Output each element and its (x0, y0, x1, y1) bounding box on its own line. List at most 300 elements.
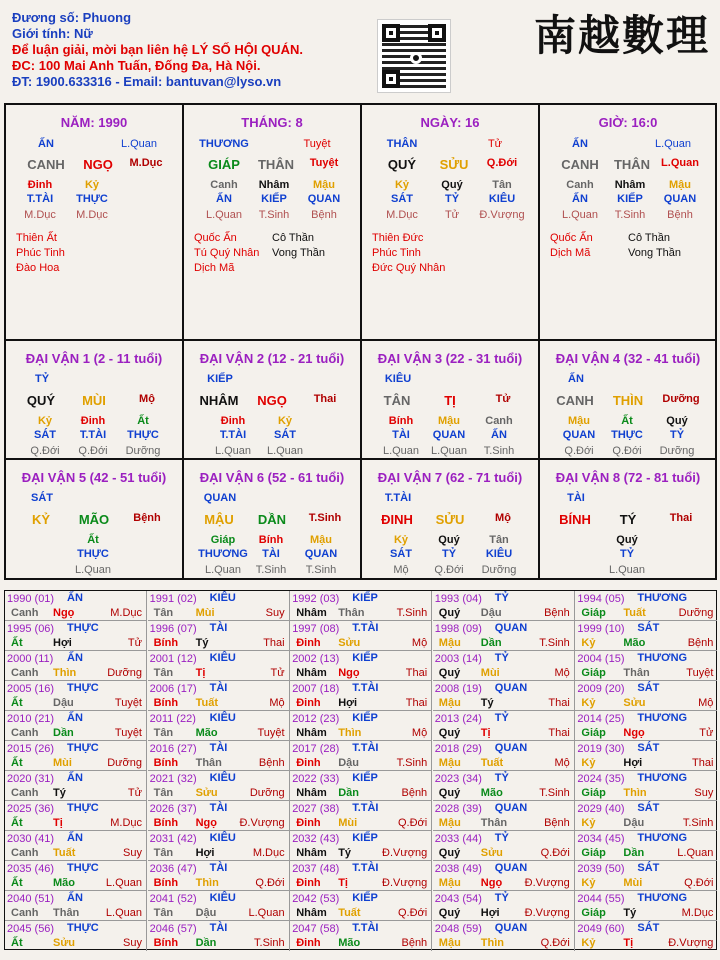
dai-van-hidden-stage: Q.Đới (612, 445, 642, 457)
year-cell[interactable] (575, 681, 717, 711)
dai-van-hidden-stem: Ất (621, 415, 633, 427)
special-star: Phúc Tinh (372, 247, 421, 259)
special-star: Thiên Ất (16, 232, 57, 244)
dai-van-stem: KỶ (31, 512, 51, 527)
year-ten-god: TỶ (494, 892, 509, 904)
hidden-stem: Mậu (313, 179, 335, 191)
branch-ten-god-status: L.Quan (120, 138, 158, 150)
dai-van-4 (540, 341, 716, 460)
year-stem: Giáp (581, 907, 606, 919)
year-cell[interactable] (148, 741, 290, 771)
year-branch: Mùi (480, 667, 500, 679)
special-star: Vong Thần (628, 247, 682, 259)
year-branch: Tuất (195, 697, 218, 709)
dai-van-hidden-stem: Bính (388, 415, 414, 427)
dai-van-3 (362, 341, 540, 460)
year-ten-god: QUAN (494, 622, 528, 634)
dai-van-hidden-stage: L.Quan (382, 445, 420, 457)
year-cell[interactable] (575, 891, 717, 921)
dai-van-1 (6, 341, 184, 460)
year-life-stage: Mộ (269, 697, 285, 709)
year-stem: Canh (11, 607, 39, 619)
year-cell[interactable] (433, 891, 575, 921)
year-life-stage: M.Dục (110, 607, 142, 619)
earthly-branch: THÂN (613, 157, 651, 172)
year-cell[interactable] (433, 711, 575, 741)
year-life-stage: Bệnh (401, 787, 428, 799)
year-stem: Đinh (296, 637, 321, 649)
year-ten-god: KIẾP (352, 892, 378, 904)
dai-van-ten-god: TỶ (34, 373, 50, 385)
hidden-ten-god: QUAN (307, 193, 341, 205)
year-stem: Bính (153, 817, 179, 829)
year-life-stage: Dưỡng (107, 667, 142, 679)
stem-ten-god: THƯƠNG (199, 138, 249, 150)
hidden-stem: Quý (441, 179, 463, 191)
dai-van-ten-god: ẤN (568, 373, 584, 385)
year-branch: Hợi (480, 907, 500, 919)
hidden-life-stage: M.Dục (76, 209, 108, 221)
dai-van-hidden-stem: Quý (616, 534, 638, 546)
year-label: 2005 (16) (7, 683, 55, 695)
year-life-stage: T.Sinh (682, 817, 714, 829)
year-label: 2043 (54) (434, 893, 482, 905)
year-branch: Mùi (623, 877, 643, 889)
hidden-life-stage: M.Dục (24, 209, 56, 221)
year-branch: Dần (338, 787, 359, 799)
year-cell[interactable] (433, 801, 575, 831)
year-stem: Kỷ (581, 877, 596, 889)
heavenly-stem: GIÁP (208, 157, 240, 172)
year-ten-god: THƯƠNG (637, 712, 688, 724)
year-cell[interactable] (148, 771, 290, 801)
dai-van-life-stage: Mộ (139, 393, 155, 405)
year-label: 2031 (42) (149, 833, 197, 845)
dai-van-hidden-stage: L.Quan (266, 445, 304, 457)
year-life-stage: Suy (123, 847, 142, 859)
dai-van-stem: MẬU (204, 512, 234, 527)
year-stem: Nhâm (296, 667, 327, 679)
year-ten-god: QUAN (494, 742, 528, 754)
year-cell[interactable] (290, 711, 432, 741)
year-branch: Thân (53, 907, 80, 919)
year-cell[interactable] (575, 801, 717, 831)
year-cell[interactable] (5, 681, 147, 711)
dai-van-hidden-ten-god: THƯƠNG (198, 548, 248, 560)
dai-van-title: ĐẠI VẬN 3 (22 - 31 tuổi) (377, 351, 523, 366)
dai-van-8 (540, 460, 716, 579)
year-ten-god: TÀI (209, 862, 228, 874)
earthly-branch: THÂN (257, 157, 295, 172)
branch-life-stage: Q.Đới (486, 157, 518, 169)
special-star: Phúc Tinh (16, 247, 65, 259)
year-branch: Tị (53, 817, 63, 829)
year-cell[interactable] (5, 801, 147, 831)
year-label: 1996 (07) (149, 623, 197, 635)
year-ten-god: THỰC (67, 802, 99, 814)
year-stem: Quý (438, 847, 461, 859)
hidden-ten-god: TỶ (444, 193, 460, 205)
dai-van-hidden-stem: Quý (438, 534, 460, 546)
year-label: 2028 (39) (434, 803, 482, 815)
dai-van-hidden-stem: Tân (489, 534, 509, 546)
year-branch: Ngọ (623, 727, 645, 739)
year-life-stage: T.Sinh (539, 787, 570, 799)
year-label: 1995 (06) (7, 623, 55, 635)
year-ten-god: T.TÀI (352, 862, 379, 874)
year-cell[interactable] (290, 741, 432, 771)
year-cell[interactable] (433, 921, 575, 951)
dai-van-hidden-ten-god: TỶ (669, 429, 685, 441)
hidden-life-stage: M.Dục (386, 209, 418, 221)
earthly-branch: NGỌ (83, 157, 113, 172)
year-cell[interactable] (290, 591, 432, 621)
year-label: 2001 (12) (149, 653, 197, 665)
year-life-stage: Dưỡng (678, 607, 714, 619)
year-stem: Bính (153, 637, 179, 649)
year-cell[interactable] (5, 891, 147, 921)
year-ten-god: TỶ (494, 832, 509, 844)
dai-van-2 (184, 341, 362, 460)
dai-van-7 (362, 460, 540, 579)
year-ten-god: THƯƠNG (637, 892, 688, 904)
year-ten-god: SÁT (637, 682, 660, 694)
year-label: 2021 (32) (149, 773, 197, 785)
year-stem: Mậu (438, 937, 461, 949)
branch-life-stage: Tuyệt (309, 157, 339, 169)
year-stem: Tân (153, 907, 174, 919)
special-star: Quốc Ấn (550, 232, 593, 244)
year-branch: Tị (480, 727, 491, 739)
dai-van-hidden-stem: Mậu (438, 415, 460, 427)
dai-van-hidden-ten-god: QUAN (432, 429, 466, 441)
year-stem: Tân (153, 607, 174, 619)
hidden-stem: Kỷ (394, 179, 410, 191)
dai-van-title: ĐẠI VẬN 4 (32 - 41 tuổi) (555, 351, 701, 366)
year-cell[interactable] (5, 591, 147, 621)
year-cell[interactable] (575, 741, 717, 771)
year-cell[interactable] (575, 651, 717, 681)
year-ten-god: SÁT (637, 802, 660, 814)
year-cell[interactable] (290, 861, 432, 891)
pillar-3 (362, 105, 540, 341)
dai-van-ten-god: KIẾP (207, 373, 233, 385)
year-label: 2032 (43) (292, 833, 340, 845)
year-stem: Canh (11, 727, 39, 739)
dai-van-hidden-stage: L.Quan (74, 564, 112, 576)
year-life-stage: Thai (691, 757, 714, 769)
year-stem: Nhâm (296, 787, 327, 799)
pillar-title: NĂM: 1990 (60, 115, 128, 130)
year-stem: Ất (11, 937, 23, 949)
header-info (12, 10, 303, 90)
year-cell[interactable] (148, 651, 290, 681)
year-cell[interactable] (575, 861, 717, 891)
stem-ten-god: ẤN (38, 138, 54, 150)
hidden-ten-god: T.TÀI (26, 193, 54, 205)
year-ten-god: T.TÀI (352, 742, 379, 754)
year-label: 2047 (58) (292, 923, 340, 935)
year-life-stage: Tuyệt (114, 727, 142, 739)
year-label: 2002 (13) (292, 653, 340, 665)
dai-van-hidden-stem: Mậu (568, 415, 590, 427)
year-cell[interactable] (148, 621, 290, 651)
year-stem: Kỷ (581, 637, 596, 649)
year-cell[interactable] (5, 921, 147, 951)
year-cell[interactable] (433, 591, 575, 621)
year-ten-god: ẤN (67, 592, 83, 604)
hidden-life-stage: Đ.Vượng (479, 209, 525, 221)
year-ten-god: QUAN (494, 862, 528, 874)
year-cell[interactable] (575, 591, 717, 621)
year-branch: Hợi (53, 637, 72, 649)
year-label: 2042 (53) (292, 893, 340, 905)
duong-so: Đương số: Phuong (12, 10, 132, 25)
year-cell[interactable] (290, 891, 432, 921)
year-branch: Hợi (623, 757, 643, 769)
year-cell[interactable] (433, 741, 575, 771)
year-cell[interactable] (148, 711, 290, 741)
year-label: 2035 (46) (7, 863, 55, 875)
year-branch: Tuất (53, 847, 76, 859)
year-cell[interactable] (5, 771, 147, 801)
dai-van-hidden-stage: L.Quan (608, 564, 646, 576)
year-branch: Ngọ (195, 817, 217, 829)
year-life-stage: Q.Đới (397, 817, 428, 829)
year-cell[interactable] (290, 621, 432, 651)
year-cell[interactable] (148, 801, 290, 831)
pillar-2 (184, 105, 362, 341)
year-branch: Tý (480, 697, 494, 709)
year-label: 2044 (55) (577, 893, 625, 905)
year-stem: Mậu (438, 637, 461, 649)
year-stem: Đinh (296, 817, 321, 829)
special-stars-left (194, 231, 259, 276)
hidden-life-stage: T.Sinh (614, 209, 646, 221)
year-branch: Thân (338, 607, 365, 619)
dai-van-hidden-stage: T.Sinh (483, 445, 515, 457)
year-ten-god: KIÊU (209, 592, 236, 604)
earthly-branch: SỬU (439, 157, 469, 172)
year-cell[interactable] (433, 831, 575, 861)
year-stem: Bính (153, 697, 179, 709)
year-stem: Nhâm (296, 607, 327, 619)
year-cell[interactable] (290, 831, 432, 861)
year-ten-god: KIÊU (209, 652, 236, 664)
pillar-title: GIỜ: 16:0 (598, 115, 658, 130)
year-cell[interactable] (575, 921, 717, 951)
year-branch: Thân (195, 757, 222, 769)
year-cell[interactable] (5, 621, 147, 651)
dai-van-hidden-ten-god: THỰC (77, 548, 109, 560)
dai-van-life-stage: Bệnh (133, 512, 161, 524)
dai-van-hidden-ten-god: KIÊU (485, 548, 513, 560)
year-cell[interactable] (575, 771, 717, 801)
year-label: 2036 (47) (149, 863, 197, 875)
hidden-life-stage: T.Sinh (258, 209, 290, 221)
year-branch: Ngọ (53, 607, 75, 619)
year-branch: Thìn (195, 877, 219, 889)
year-label: 2004 (15) (577, 653, 625, 665)
year-stem: Ất (11, 877, 23, 889)
year-life-stage: Thai (405, 697, 428, 709)
year-ten-god: TỶ (494, 712, 509, 724)
year-label: 2013 (24) (434, 713, 482, 725)
hidden-life-stage: L.Quan (205, 209, 243, 221)
year-stem: Giáp (581, 727, 606, 739)
year-life-stage: M.Dục (110, 817, 142, 829)
dai-van-hidden-stage: Dưỡng (481, 564, 517, 576)
dai-van-hidden-stage: Dưỡng (659, 445, 695, 457)
address-line: ĐC: 100 Mai Anh Tuấn, Đống Đa, Hà Nội. (12, 58, 261, 73)
dai-van-branch: DẦN (257, 512, 287, 527)
year-cell[interactable] (148, 591, 290, 621)
dai-van-hidden-ten-god: SÁT (34, 429, 56, 441)
dai-van-branch: NGỌ (257, 393, 287, 408)
dai-van-life-stage: Dưỡng (662, 393, 700, 405)
year-ten-god: SÁT (637, 742, 660, 754)
year-cell[interactable] (433, 651, 575, 681)
year-cell[interactable] (148, 831, 290, 861)
year-stem: Canh (11, 787, 39, 799)
year-stem: Ất (11, 817, 23, 829)
year-stem: Quý (438, 907, 461, 919)
year-cell[interactable] (575, 621, 717, 651)
year-branch: Hợi (338, 697, 358, 709)
hidden-ten-god: SÁT (391, 193, 413, 205)
year-stem: Đinh (296, 697, 321, 709)
four-pillars-grid (4, 103, 717, 580)
year-branch: Tị (195, 667, 206, 679)
year-ten-god: QUAN (494, 922, 528, 934)
year-branch: Dần (53, 727, 74, 739)
year-branch: Tý (623, 907, 637, 919)
year-branch: Sửu (53, 937, 76, 949)
year-stem: Giáp (581, 667, 606, 679)
year-cell[interactable] (433, 681, 575, 711)
hidden-stem: Nhâm (258, 179, 290, 191)
dai-van-hidden-stage: L.Quan (430, 445, 468, 457)
year-cell[interactable] (5, 741, 147, 771)
year-branch: Mão (53, 877, 75, 889)
year-branch: Dậu (53, 697, 74, 709)
year-ten-god: TỶ (494, 652, 509, 664)
year-cell[interactable] (5, 831, 147, 861)
special-stars-right (272, 231, 325, 261)
dai-van-branch: MÃO (78, 512, 110, 527)
year-life-stage: Q.Đới (684, 877, 714, 889)
year-cell[interactable] (290, 681, 432, 711)
year-label: 2046 (57) (149, 923, 197, 935)
year-cell[interactable] (433, 861, 575, 891)
dai-van-stem: NHÂM (199, 393, 239, 408)
year-life-stage: Tuyệt (114, 697, 142, 709)
year-ten-god: THỰC (67, 742, 99, 754)
special-stars-left (550, 231, 593, 261)
year-cell[interactable] (290, 771, 432, 801)
year-stem: Ất (11, 757, 23, 769)
annual-luck-table (4, 590, 717, 950)
year-stem: Đinh (296, 937, 321, 949)
year-cell[interactable] (5, 861, 147, 891)
year-label: 2029 (40) (577, 803, 625, 815)
year-life-stage: Bệnh (401, 937, 428, 949)
year-label: 1999 (10) (577, 623, 625, 635)
year-stem: Bính (153, 877, 179, 889)
year-ten-god: TÀI (209, 742, 228, 754)
hidden-ten-god: KIÊU (488, 193, 516, 205)
year-stem: Ất (11, 637, 23, 649)
year-cell[interactable] (290, 921, 432, 951)
year-stem: Quý (438, 667, 461, 679)
dai-van-hidden-stem: Mậu (310, 534, 332, 546)
year-life-stage: L.Quan (105, 907, 142, 919)
year-life-stage: Tử (127, 637, 142, 649)
year-cell[interactable] (575, 711, 717, 741)
year-label: 2019 (30) (577, 743, 625, 755)
year-branch: Ngọ (480, 877, 503, 889)
dai-van-branch: TỊ (444, 393, 456, 408)
year-ten-god: ẤN (67, 892, 83, 904)
year-label: 2023 (34) (434, 773, 482, 785)
dai-van-hidden-stage: L.Quan (214, 445, 252, 457)
year-cell[interactable] (148, 921, 290, 951)
year-label: 2011 (22) (149, 713, 196, 725)
hidden-ten-god: KIẾP (261, 193, 287, 205)
year-cell[interactable] (148, 861, 290, 891)
year-stem: Canh (11, 907, 39, 919)
year-label: 2025 (36) (7, 803, 55, 815)
dai-van-stem: CANH (556, 393, 594, 408)
dai-van-hidden-stage: Q.Đới (30, 445, 60, 457)
dai-van-life-stage: Tử (495, 393, 511, 405)
hidden-life-stage: Tử (444, 209, 460, 221)
year-branch: Tý (338, 847, 352, 859)
year-label: 2006 (17) (149, 683, 197, 695)
year-stem: Giáp (581, 787, 606, 799)
year-cell[interactable] (290, 801, 432, 831)
year-cell[interactable] (5, 711, 147, 741)
year-label: 2007 (18) (292, 683, 340, 695)
dai-van-title: ĐẠI VẬN 5 (42 - 51 tuổi) (21, 470, 167, 485)
year-cell[interactable] (433, 771, 575, 801)
dai-van-hidden-ten-god: TỶ (441, 548, 457, 560)
year-ten-god: THƯƠNG (637, 832, 688, 844)
year-cell[interactable] (433, 621, 575, 651)
dai-van-hidden-stage: L.Quan (204, 564, 242, 576)
dai-van-hidden-stem: Ất (137, 415, 149, 427)
year-cell[interactable] (148, 681, 290, 711)
year-cell[interactable] (575, 831, 717, 861)
year-cell[interactable] (148, 891, 290, 921)
year-stem: Mậu (438, 877, 461, 889)
dai-van-life-stage: Thai (669, 512, 693, 524)
year-cell[interactable] (5, 651, 147, 681)
year-label: 2009 (20) (577, 683, 625, 695)
phone-email-line[interactable]: ĐT: 1900.633316 - Email: bantuvan@lyso.vn (12, 74, 282, 89)
stem-ten-god: THÂN (386, 138, 418, 150)
year-stem: Nhâm (296, 847, 327, 859)
year-label: 2022 (33) (292, 773, 340, 785)
year-stem: Quý (438, 727, 461, 739)
year-life-stage: Mộ (554, 667, 570, 679)
year-cell[interactable] (290, 651, 432, 681)
year-label: 2018 (29) (434, 743, 482, 755)
year-stem: Canh (11, 667, 39, 679)
year-branch: Thìn (53, 667, 77, 679)
year-life-stage: Đ.Vượng (382, 877, 428, 889)
year-label: 2015 (26) (7, 743, 55, 755)
